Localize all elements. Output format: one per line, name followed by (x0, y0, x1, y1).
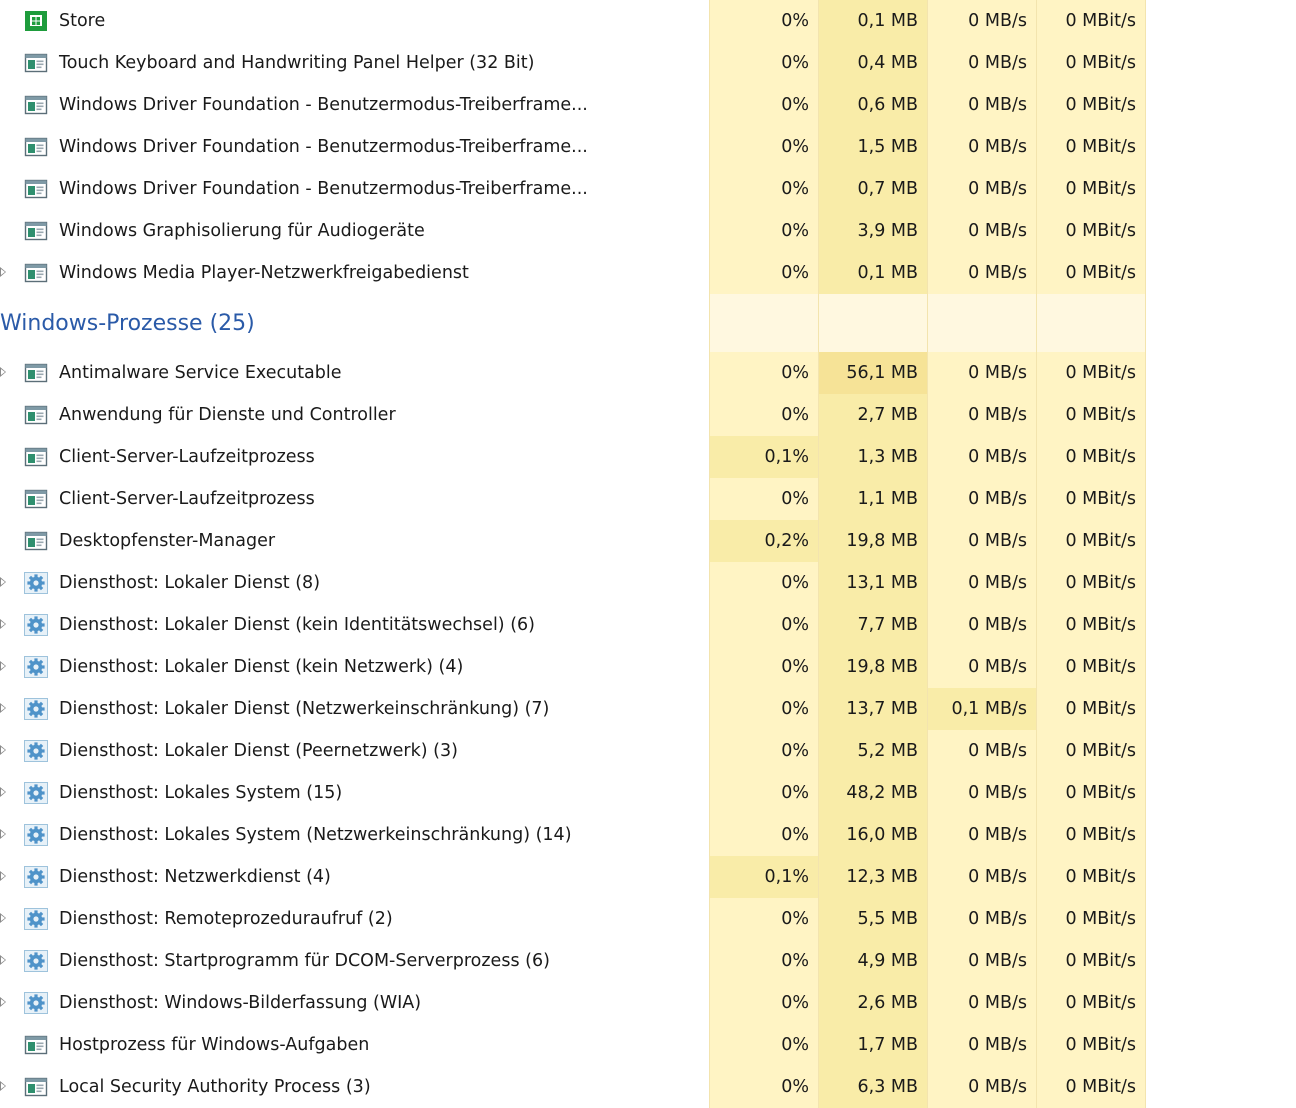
process-name: Windows Driver Foundation - Benutzermodus-Treiberframe... (59, 179, 588, 199)
app-window-icon (24, 488, 48, 510)
app-window-icon (24, 52, 48, 74)
memory-cell: 3,9 MB (818, 210, 927, 252)
network-cell: 0 MBit/s (1036, 856, 1146, 898)
memory-cell: 7,7 MB (818, 604, 927, 646)
disk-cell: 0 MB/s (927, 562, 1036, 604)
app-window-icon (24, 362, 48, 384)
network-cell: 0 MBit/s (1036, 520, 1146, 562)
cpu-cell: 0% (709, 42, 818, 84)
cpu-cell: 0% (709, 646, 818, 688)
table-row[interactable] (0, 982, 1296, 1024)
gear-icon (24, 824, 48, 846)
cpu-cell: 0% (709, 562, 818, 604)
chevron-right-icon[interactable] (0, 787, 6, 797)
process-name: Client-Server-Laufzeitprozess (59, 489, 315, 509)
chevron-right-icon[interactable] (0, 1081, 6, 1091)
process-name: Client-Server-Laufzeitprozess (59, 447, 315, 467)
network-cell: 0 MBit/s (1036, 394, 1146, 436)
table-row[interactable] (0, 562, 1296, 604)
table-row[interactable] (0, 210, 1296, 252)
cpu-cell: 0% (709, 940, 818, 982)
network-cell: 0 MBit/s (1036, 210, 1146, 252)
cpu-cell: 0% (709, 478, 818, 520)
table-row[interactable] (0, 126, 1296, 168)
chevron-right-icon[interactable] (0, 955, 6, 965)
app-window-icon (24, 94, 48, 116)
network-cell: 0 MBit/s (1036, 1024, 1146, 1066)
disk-cell: 0 MB/s (927, 352, 1036, 394)
group-disk-cell (927, 294, 1036, 352)
memory-cell: 6,3 MB (818, 1066, 927, 1108)
process-name: Windows Driver Foundation - Benutzermodus-Treiberframe... (59, 95, 588, 115)
table-row[interactable] (0, 84, 1296, 126)
table-row[interactable] (0, 436, 1296, 478)
disk-cell: 0 MB/s (927, 168, 1036, 210)
network-cell: 0 MBit/s (1036, 252, 1146, 294)
cpu-cell: 0,1% (709, 856, 818, 898)
memory-cell: 5,2 MB (818, 730, 927, 772)
disk-cell: 0,1 MB/s (927, 688, 1036, 730)
memory-cell: 1,7 MB (818, 1024, 927, 1066)
process-name: Anwendung für Dienste und Controller (59, 405, 396, 425)
table-row[interactable] (0, 352, 1296, 394)
network-cell: 0 MBit/s (1036, 688, 1146, 730)
memory-cell: 13,1 MB (818, 562, 927, 604)
memory-cell: 19,8 MB (818, 520, 927, 562)
chevron-right-icon[interactable] (0, 997, 6, 1007)
cpu-cell: 0% (709, 252, 818, 294)
process-name: Diensthost: Lokaler Dienst (kein Netzwerk) (4) (59, 657, 464, 677)
process-name: Desktopfenster-Manager (59, 531, 276, 551)
group-network-cell (1036, 294, 1146, 352)
memory-cell: 0,4 MB (818, 42, 927, 84)
table-row[interactable] (0, 730, 1296, 772)
memory-cell: 1,5 MB (818, 126, 927, 168)
gear-icon (24, 992, 48, 1014)
cpu-cell: 0% (709, 1024, 818, 1066)
process-name: Windows Graphisolierung für Audiogeräte (59, 221, 425, 241)
table-row[interactable] (0, 1024, 1296, 1066)
cpu-cell: 0% (709, 352, 818, 394)
app-window-icon (24, 136, 48, 158)
memory-cell: 0,7 MB (818, 168, 927, 210)
network-cell: 0 MBit/s (1036, 646, 1146, 688)
app-window-icon (24, 1034, 48, 1056)
table-row[interactable] (0, 168, 1296, 210)
disk-cell: 0 MB/s (927, 210, 1036, 252)
table-row[interactable] (0, 646, 1296, 688)
memory-cell: 13,7 MB (818, 688, 927, 730)
network-cell: 0 MBit/s (1036, 898, 1146, 940)
cpu-cell: 0% (709, 982, 818, 1024)
disk-cell: 0 MB/s (927, 520, 1036, 562)
gear-icon (24, 656, 48, 678)
cpu-cell: 0% (709, 730, 818, 772)
network-cell: 0 MBit/s (1036, 562, 1146, 604)
cpu-cell: 0% (709, 814, 818, 856)
disk-cell: 0 MB/s (927, 0, 1036, 42)
cpu-cell: 0% (709, 394, 818, 436)
network-cell: 0 MBit/s (1036, 814, 1146, 856)
app-window-icon (24, 1076, 48, 1098)
group-header[interactable] (0, 294, 1296, 352)
process-name: Diensthost: Lokales System (Netzwerkeinschränkung) (14) (59, 825, 572, 845)
process-name: Hostprozess für Windows-Aufgaben (59, 1035, 370, 1055)
memory-cell: 19,8 MB (818, 646, 927, 688)
memory-cell: 1,3 MB (818, 436, 927, 478)
app-window-icon (24, 262, 48, 284)
disk-cell: 0 MB/s (927, 604, 1036, 646)
cpu-cell: 0% (709, 84, 818, 126)
disk-cell: 0 MB/s (927, 436, 1036, 478)
gear-icon (24, 740, 48, 762)
process-name: Windows Media Player-Netzwerkfreigabedienst (59, 263, 469, 283)
network-cell: 0 MBit/s (1036, 126, 1146, 168)
app-window-icon (24, 178, 48, 200)
table-row[interactable] (0, 252, 1296, 294)
cpu-cell: 0% (709, 898, 818, 940)
table-row[interactable] (0, 0, 1296, 42)
process-name: Diensthost: Windows-Bilderfassung (WIA) (59, 993, 422, 1013)
cpu-cell: 0% (709, 1066, 818, 1108)
chevron-right-icon[interactable] (0, 577, 6, 587)
disk-cell: 0 MB/s (927, 84, 1036, 126)
table-row[interactable] (0, 898, 1296, 940)
memory-cell: 0,1 MB (818, 0, 927, 42)
memory-cell: 2,6 MB (818, 982, 927, 1024)
network-cell: 0 MBit/s (1036, 1066, 1146, 1108)
process-name: Diensthost: Lokaler Dienst (Peernetzwerk) (3) (59, 741, 458, 761)
chevron-right-icon[interactable] (0, 661, 6, 671)
process-name: Windows Driver Foundation - Benutzermodus-Treiberframe... (59, 137, 588, 157)
process-name: Diensthost: Startprogramm für DCOM-Serverprozess (6) (59, 951, 550, 971)
disk-cell: 0 MB/s (927, 1066, 1036, 1108)
table-row[interactable] (0, 940, 1296, 982)
app-window-icon (24, 404, 48, 426)
cpu-cell: 0% (709, 772, 818, 814)
group-memory-cell (818, 294, 927, 352)
process-name: Antimalware Service Executable (59, 363, 342, 383)
disk-cell: 0 MB/s (927, 478, 1036, 520)
process-name: Diensthost: Netzwerkdienst (4) (59, 867, 331, 887)
memory-cell: 0,1 MB (818, 252, 927, 294)
memory-cell: 4,9 MB (818, 940, 927, 982)
process-name: Diensthost: Remoteprozeduraufruf (2) (59, 909, 393, 929)
memory-cell: 1,1 MB (818, 478, 927, 520)
memory-cell: 5,5 MB (818, 898, 927, 940)
chevron-right-icon[interactable] (0, 267, 6, 277)
cpu-cell: 0% (709, 168, 818, 210)
table-row[interactable] (0, 1066, 1296, 1108)
network-cell: 0 MBit/s (1036, 84, 1146, 126)
table-row[interactable] (0, 814, 1296, 856)
chevron-right-icon[interactable] (0, 619, 6, 629)
chevron-right-icon[interactable] (0, 367, 6, 377)
table-row[interactable] (0, 856, 1296, 898)
process-name: Diensthost: Lokaler Dienst (Netzwerkeinschränkung) (7) (59, 699, 550, 719)
table-row[interactable] (0, 394, 1296, 436)
app-window-icon (24, 530, 48, 552)
table-row[interactable] (0, 604, 1296, 646)
chevron-right-icon[interactable] (0, 871, 6, 881)
cpu-cell: 0,2% (709, 520, 818, 562)
network-cell: 0 MBit/s (1036, 730, 1146, 772)
memory-cell: 2,7 MB (818, 394, 927, 436)
chevron-right-icon[interactable] (0, 703, 6, 713)
memory-cell: 48,2 MB (818, 772, 927, 814)
cpu-cell: 0% (709, 210, 818, 252)
gear-icon (24, 866, 48, 888)
disk-cell: 0 MB/s (927, 1024, 1036, 1066)
disk-cell: 0 MB/s (927, 394, 1036, 436)
network-cell: 0 MBit/s (1036, 168, 1146, 210)
process-name: Diensthost: Lokaler Dienst (8) (59, 573, 321, 593)
chevron-right-icon[interactable] (0, 913, 6, 923)
disk-cell: 0 MB/s (927, 814, 1036, 856)
memory-cell: 0,6 MB (818, 84, 927, 126)
app-window-icon (24, 220, 48, 242)
memory-cell: 56,1 MB (818, 352, 927, 394)
gear-icon (24, 950, 48, 972)
gear-icon (24, 908, 48, 930)
app-window-icon (24, 446, 48, 468)
table-row[interactable] (0, 772, 1296, 814)
process-name: Store (59, 11, 106, 31)
disk-cell: 0 MB/s (927, 730, 1036, 772)
table-row[interactable] (0, 520, 1296, 562)
table-row[interactable] (0, 42, 1296, 84)
cpu-cell: 0% (709, 688, 818, 730)
network-cell: 0 MBit/s (1036, 478, 1146, 520)
disk-cell: 0 MB/s (927, 940, 1036, 982)
memory-cell: 16,0 MB (818, 814, 927, 856)
chevron-right-icon[interactable] (0, 745, 6, 755)
chevron-right-icon[interactable] (0, 829, 6, 839)
network-cell: 0 MBit/s (1036, 42, 1146, 84)
disk-cell: 0 MB/s (927, 856, 1036, 898)
disk-cell: 0 MB/s (927, 982, 1036, 1024)
gear-icon (24, 572, 48, 594)
table-row[interactable] (0, 688, 1296, 730)
disk-cell: 0 MB/s (927, 42, 1036, 84)
network-cell: 0 MBit/s (1036, 436, 1146, 478)
group-title: Windows-Prozesse (25) (0, 311, 255, 336)
process-name: Touch Keyboard and Handwriting Panel Helper (32 Bit) (59, 53, 535, 73)
cpu-cell: 0,1% (709, 436, 818, 478)
gear-icon (24, 698, 48, 720)
disk-cell: 0 MB/s (927, 252, 1036, 294)
cpu-cell: 0% (709, 0, 818, 42)
network-cell: 0 MBit/s (1036, 352, 1146, 394)
process-name: Diensthost: Lokales System (15) (59, 783, 343, 803)
process-name: Diensthost: Lokaler Dienst (kein Identitätswechsel) (6) (59, 615, 535, 635)
memory-cell: 12,3 MB (818, 856, 927, 898)
store-icon (24, 10, 48, 32)
disk-cell: 0 MB/s (927, 898, 1036, 940)
process-name: Local Security Authority Process (3) (59, 1077, 371, 1097)
network-cell: 0 MBit/s (1036, 940, 1146, 982)
network-cell: 0 MBit/s (1036, 604, 1146, 646)
cpu-cell: 0% (709, 604, 818, 646)
disk-cell: 0 MB/s (927, 646, 1036, 688)
cpu-cell: 0% (709, 126, 818, 168)
network-cell: 0 MBit/s (1036, 772, 1146, 814)
network-cell: 0 MBit/s (1036, 982, 1146, 1024)
gear-icon (24, 782, 48, 804)
group-cpu-cell (709, 294, 818, 352)
disk-cell: 0 MB/s (927, 126, 1036, 168)
gear-icon (24, 614, 48, 636)
disk-cell: 0 MB/s (927, 772, 1036, 814)
network-cell: 0 MBit/s (1036, 0, 1146, 42)
table-row[interactable] (0, 478, 1296, 520)
